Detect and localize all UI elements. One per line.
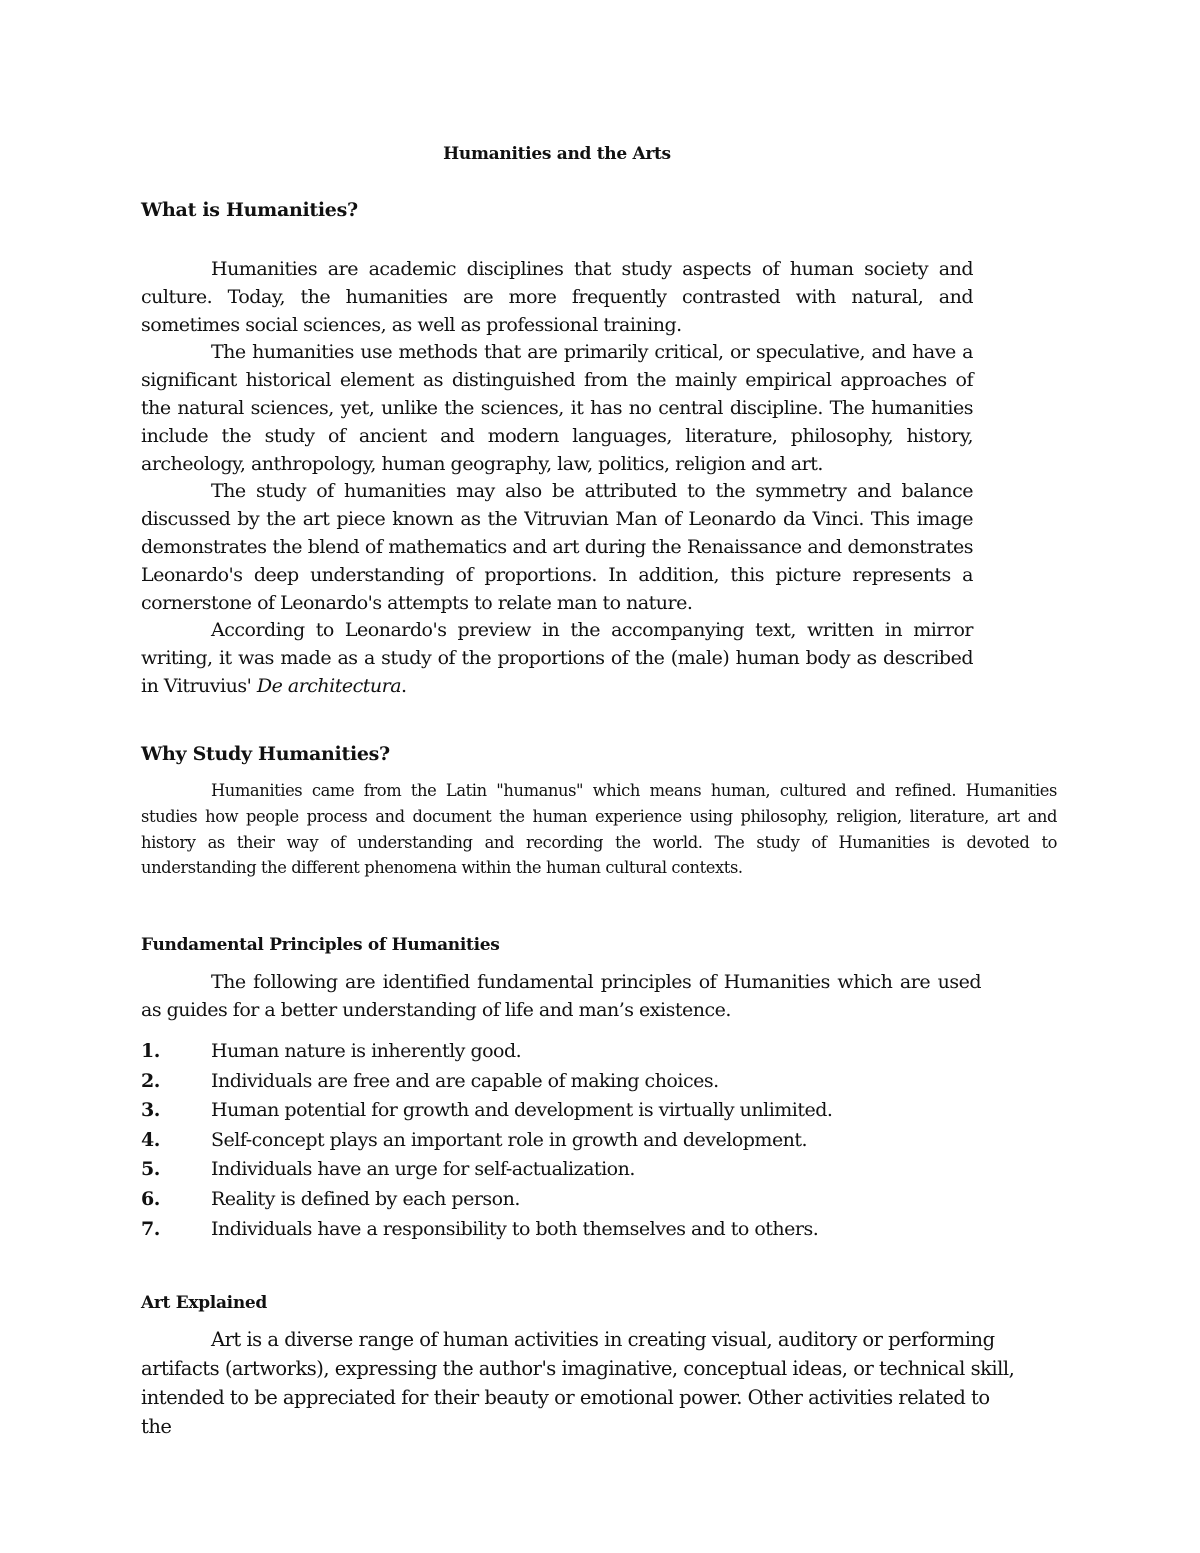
list-text: Individuals have an urge for self-actualization. xyxy=(211,1158,635,1181)
list-text: Self-concept plays an important role in growth and development. xyxy=(211,1128,808,1151)
list-item xyxy=(141,1037,981,1067)
heading-fundamental-principles: Fundamental Principles of Humanities xyxy=(141,935,500,955)
list-item xyxy=(141,1185,981,1215)
paragraph: The study of humanities may also be attributed to the symmetry and balance discussed by the art piece known as the Vitruvian Man of Leonardo da Vinci. This image demonstrates the blend of mathematics and art during the Renaissance and demonstrates Leonardo's deep understanding of proportions. In addition, this picture represents a cornerstone of Leonardo's attempts to relate man to nature. xyxy=(141,480,973,614)
list-item xyxy=(141,1096,981,1126)
list-text: Human potential for growth and development is virtually unlimited. xyxy=(211,1099,833,1122)
list-number: 4. xyxy=(141,1128,160,1151)
document-page xyxy=(141,0,1059,1553)
paragraph: The following are identified fundamental principles of Humanities which are used as guides for a better understanding of life and man’s existence. xyxy=(141,971,981,1021)
list-item xyxy=(141,1126,981,1156)
paragraph: The humanities use methods that are primarily critical, or speculative, and have a significant historical element as distinguished from the mainly empirical approaches of the natural sciences, yet, unlike the sciences, it has no central discipline. The humanities include the study of ancient and modern languages, literature, philosophy, history, archeology, anthropology, human geography, law, politics, religion and art. xyxy=(141,341,973,475)
list-item xyxy=(141,1067,981,1097)
principles-list xyxy=(141,1037,981,1244)
section-why-study-humanities xyxy=(141,778,1057,881)
book-title: De architectura xyxy=(256,674,402,697)
list-number: 7. xyxy=(141,1217,160,1240)
section-art-explained xyxy=(141,1325,1015,1441)
document-title: Humanities and the Arts xyxy=(443,144,671,164)
list-number: 5. xyxy=(141,1158,160,1181)
list-number: 1. xyxy=(141,1040,160,1062)
paragraph xyxy=(141,617,973,700)
list-item xyxy=(141,1155,981,1185)
heading-why-study-humanities: Why Study Humanities? xyxy=(141,743,390,765)
list-text: Human nature is inherently good. xyxy=(211,1040,522,1062)
paragraph: Humanities are academic disciplines that study aspects of human society and culture. Today, the humanities are more frequently contrasted with natural, and sometimes social sciences, as well as professional training. xyxy=(141,258,973,336)
list-number: 3. xyxy=(141,1099,160,1122)
paragraph: Humanities came from the Latin "humanus" which means human, cultured and refined. Humanities studies how people process and document the human experience using philosophy, religion, literature, art and history as their way of understanding and recording the world. The study of Humanities is devoted to understanding the different phenomena within the human cultural contexts. xyxy=(141,781,1057,878)
paragraph-end: . xyxy=(401,674,407,697)
heading-art-explained: Art Explained xyxy=(141,1293,267,1313)
paragraph-text: According to Leonardo's preview in the accompanying text, written in mirror writing, it was made as a study of the proportions of the (male) human body as described in Vitruvius' xyxy=(141,619,973,697)
list-item xyxy=(141,1215,981,1245)
list-number: 6. xyxy=(141,1187,160,1210)
list-number: 2. xyxy=(141,1069,160,1092)
principles-intro xyxy=(141,968,981,1024)
list-text: Reality is defined by each person. xyxy=(211,1187,520,1210)
section-what-is-humanities xyxy=(141,256,973,701)
list-text: Individuals are free and are capable of making choices. xyxy=(211,1069,719,1092)
list-text: Individuals have a responsibility to both themselves and to others. xyxy=(211,1217,819,1240)
heading-what-is-humanities: What is Humanities? xyxy=(141,199,358,221)
paragraph: Art is a diverse range of human activities in creating visual, auditory or performing artifacts (artworks), expressing the author's imaginative, conceptual ideas, or technical skill, intended to be appreciated for their beauty or emotional power. Other activities related to the xyxy=(141,1328,1015,1438)
